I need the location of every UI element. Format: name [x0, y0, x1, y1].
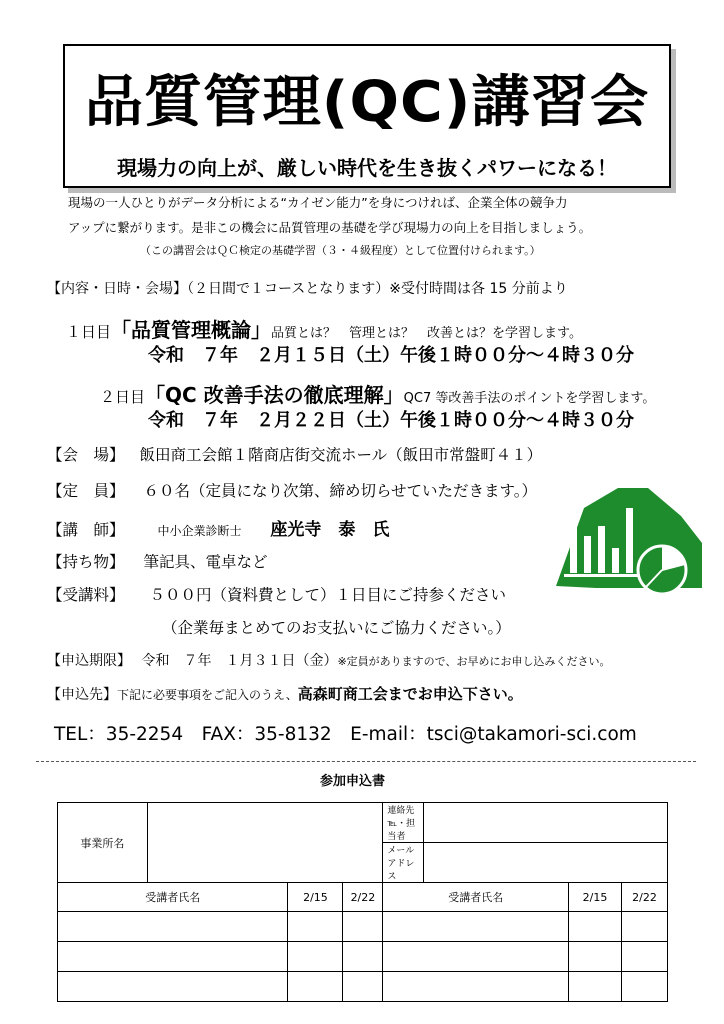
deadline-note: ※定員がありますので、お早めにお申し込みください。 — [337, 655, 611, 668]
venue-label: 【会 場】 — [47, 446, 125, 464]
check-cell[interactable] — [288, 972, 343, 1002]
fee-label: 【受講料】 — [47, 586, 125, 604]
lecturer-row — [47, 515, 389, 540]
apply-label: 【申込先】 — [47, 687, 117, 703]
day2-line — [100, 379, 655, 408]
contact-input[interactable] — [424, 803, 668, 843]
name-input[interactable] — [58, 912, 288, 942]
date1-header-left: 2/15 — [288, 883, 343, 912]
capacity-row — [47, 479, 537, 501]
page-title: 品質管理(QC)講習会 — [84, 70, 650, 135]
title-box — [63, 44, 671, 188]
application-form — [57, 802, 668, 1002]
name-header-left: 受講者氏名 — [58, 883, 288, 912]
items-value: 筆記具、電卓など — [143, 553, 268, 571]
day2-datetime: 令和 ７年 ２月２２日（土）午後１時００分～４時３０分 — [148, 410, 634, 431]
day2-label: ２日目 — [100, 388, 146, 406]
apply-note: 下記に必要事項をご記入のうえ、 — [117, 688, 298, 702]
check-cell[interactable] — [288, 912, 343, 942]
items-label: 【持ち物】 — [47, 553, 125, 571]
check-cell[interactable] — [621, 972, 667, 1002]
apply-row — [47, 683, 523, 704]
cut-line — [36, 761, 696, 762]
capacity-value: ６０名（定員になり次第、締め切らせていただきます。） — [143, 482, 538, 500]
email-input[interactable] — [424, 843, 668, 883]
lecturer-title: 中小企業診断士 — [157, 524, 242, 538]
check-cell[interactable] — [343, 912, 383, 942]
check-cell[interactable] — [569, 942, 622, 972]
contact-line: TEL：35-2254 FAX：35-8132 E-mail：tsci@takamori-sci.com — [54, 724, 637, 745]
name-input[interactable] — [383, 912, 569, 942]
day1-line — [66, 314, 582, 343]
check-cell[interactable] — [621, 942, 667, 972]
date2-header-left: 2/22 — [343, 883, 383, 912]
intro-note: （この講習会はＱＣ検定の基礎学習（３・４級程度）として位置付けられます。） — [140, 244, 541, 257]
page-subtitle: 現場力の向上が、厳しい時代を生き抜くパワーになる！ — [117, 156, 617, 180]
contact-label-cell: 連絡先℡・担当者 — [383, 803, 424, 843]
email-label-cell: メールアドレス — [383, 843, 424, 883]
apply-to: 高森町商工会までお申込下さい。 — [297, 685, 523, 703]
check-cell[interactable] — [621, 912, 667, 942]
day1-desc: 品質とは？ 管理とは？ 改善とは？を学習します。 — [271, 326, 582, 341]
date1-header-right: 2/15 — [569, 883, 622, 912]
check-cell[interactable] — [569, 972, 622, 1002]
lecturer-name: 座光寺 泰 氏 — [270, 520, 390, 540]
company-input[interactable] — [147, 803, 383, 883]
lecturer-label: 【講 師】 — [47, 521, 125, 539]
venue-value: 飯田商工会館１階商店街交流ホール（飯田市常盤町４１） — [139, 446, 543, 464]
capacity-label: 【定 員】 — [47, 482, 125, 500]
deadline-value: 令和 ７年 １月３１日（金） — [141, 653, 338, 669]
check-cell[interactable] — [569, 912, 622, 942]
check-cell[interactable] — [288, 942, 343, 972]
day2-desc: QC7 等改善手法のポイントを学習します。 — [403, 391, 656, 406]
intro-line-1: 現場の一人ひとりがデータ分析による“カイゼン能力”を身につければ、企業全体の競争力 — [68, 195, 568, 210]
day1-datetime: 令和 ７年 ２月１５日（土）午後１時００分～４時３０分 — [148, 345, 634, 366]
fee-value: ５００円（資料費として）１日目にご持参ください — [149, 586, 506, 604]
form-title: 参加申込書 — [320, 774, 386, 789]
table-row — [58, 912, 668, 942]
name-input[interactable] — [383, 972, 569, 1002]
venue-row — [47, 443, 542, 465]
table-row — [58, 942, 668, 972]
day1-topic: 「品質管理概論」 — [111, 318, 272, 342]
name-input[interactable] — [383, 942, 569, 972]
fee-row — [47, 583, 506, 605]
day1-label: １日目 — [66, 323, 112, 341]
bar-pie-chart-icon — [556, 488, 704, 600]
deadline-label: 【申込期限】 — [47, 653, 131, 669]
company-label-cell: 事業所名 — [58, 803, 148, 883]
intro-line-2: アップに繋がります。是非この機会に品質管理の基礎を学び現場力の向上を目指しましょう。 — [68, 220, 592, 235]
date2-header-right: 2/22 — [621, 883, 667, 912]
section-header: 【内容・日時・会場】（２日間で１コースとなります）※受付時間は各 15 分前より — [47, 281, 568, 297]
name-input[interactable] — [58, 972, 288, 1002]
name-input[interactable] — [58, 942, 288, 972]
fee-note: （企業毎まとめてのお支払いにご協力ください。） — [162, 619, 511, 637]
deadline-row — [47, 650, 610, 670]
check-cell[interactable] — [343, 972, 383, 1002]
check-cell[interactable] — [343, 942, 383, 972]
day2-topic: 「QC 改善手法の徹底理解」 — [145, 383, 404, 407]
table-row — [58, 972, 668, 1002]
items-row — [47, 550, 267, 572]
name-header-right: 受講者氏名 — [383, 883, 569, 912]
